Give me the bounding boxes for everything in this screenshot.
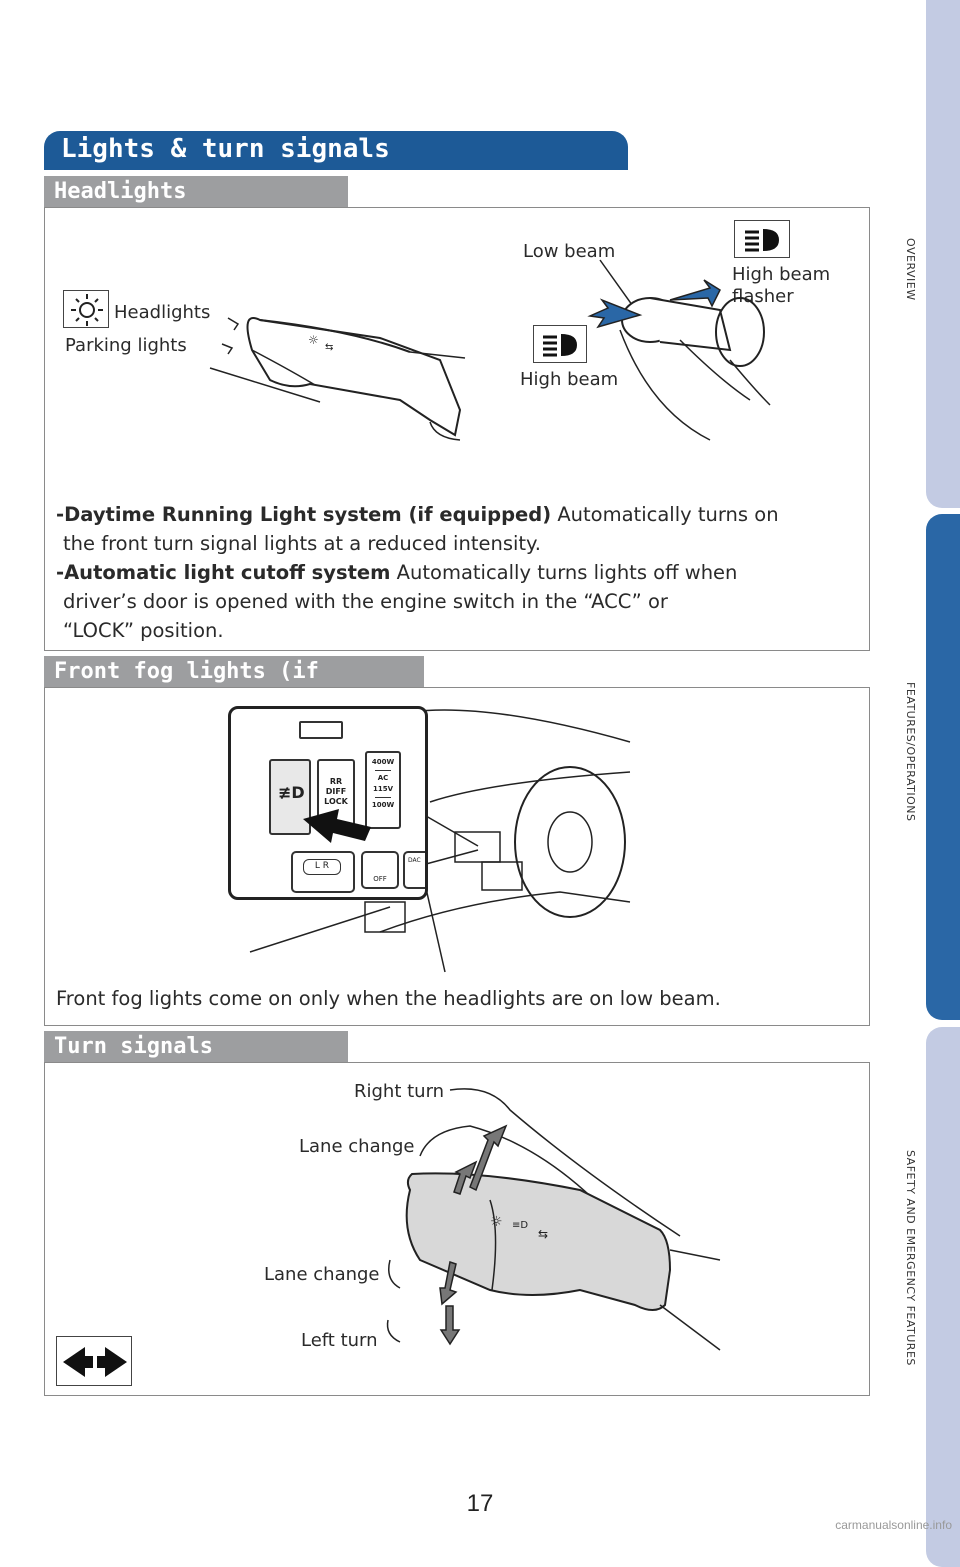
label-high-beam: High beam [520, 369, 619, 390]
svg-text:⇆: ⇆ [325, 342, 334, 353]
off-switch[interactable] [361, 851, 399, 889]
ac-label: AC [377, 774, 389, 782]
lock-label: LOCK [324, 797, 348, 806]
v115-label: 115V [372, 785, 394, 793]
off-label: OFF [373, 875, 387, 883]
label-high-beam-flasher-1: High beam [732, 264, 831, 285]
svg-text:☼: ☼ [490, 1214, 503, 1230]
drl-bold: -Daytime Running Light system (if equipped) [56, 503, 552, 526]
rr-label: RR [329, 777, 343, 786]
side-tab-overview[interactable] [926, 0, 960, 508]
turn-signal-icon [56, 1336, 132, 1386]
label-left-turn: Left turn [301, 1330, 378, 1351]
lr-switch[interactable]: L R [291, 851, 355, 893]
label-lane-change-down: Lane change [264, 1264, 380, 1285]
headlight-stalk-illustration [200, 290, 520, 450]
side-label-overview: OVERVIEW [904, 238, 917, 301]
label-lane-change-up: Lane change [299, 1136, 415, 1157]
diff-label: DIFF [325, 787, 347, 796]
cutoff-text-2: driver’s door is opened with the engine switch in the “ACC” or [63, 590, 668, 613]
page-number: 17 [466, 1490, 494, 1517]
fog-text: Front fog lights come on only when the headlights are on low beam. [56, 987, 721, 1010]
fog-switch-callout [228, 706, 428, 900]
fog-light-icon: ≢D [278, 783, 305, 802]
label-high-beam-flasher-2: flasher [732, 286, 794, 307]
svg-text:☼: ☼ [308, 333, 319, 347]
cutoff-bold: -Automatic light cutoff system [56, 561, 391, 584]
fog-header: Front fog lights (if [44, 656, 424, 688]
w100-label: 100W [371, 801, 395, 809]
drl-paragraph [56, 500, 866, 645]
turn-header: Turn signals [44, 1031, 348, 1063]
svg-text:≡D: ≡D [512, 1220, 529, 1231]
dac-switch[interactable] [403, 851, 425, 889]
side-label-safety: SAFETY AND EMERGENCY FEATURES [904, 1150, 917, 1366]
turn-stalk-illustration [380, 1090, 720, 1370]
side-tab-safety[interactable] [926, 1027, 960, 1567]
headlight-switch-icon [63, 290, 109, 328]
page-title-bar [44, 131, 628, 170]
svg-text:⇆: ⇆ [538, 1227, 549, 1241]
cutoff-text: Automatically turns lights off when [390, 561, 738, 584]
page-title: Lights & turn signals [61, 134, 390, 164]
label-right-turn: Right turn [354, 1081, 445, 1102]
dac-label: DAC [408, 857, 421, 864]
callout-pointer [426, 806, 486, 866]
press-arrow-icon [299, 805, 379, 855]
side-label-features: FEATURES/OPERATIONS [904, 682, 917, 822]
headlights-header: Headlights [44, 176, 348, 208]
side-tab-features[interactable] [926, 514, 960, 1020]
watermark: carmanualsonline.info [835, 1518, 952, 1532]
label-low-beam: Low beam [523, 241, 616, 262]
drl-text-2: the front turn signal lights at a reduced intensity. [63, 532, 541, 555]
drl-text: Automatically turns on [551, 503, 779, 526]
cutoff-text-3: “LOCK” position. [63, 619, 224, 642]
high-beam-icon [533, 325, 587, 363]
label-headlights: Headlights [114, 302, 211, 323]
label-parking-lights: Parking lights [65, 335, 187, 356]
w400-label: 400W [371, 758, 395, 766]
hand-stalk-illustration [580, 250, 840, 450]
